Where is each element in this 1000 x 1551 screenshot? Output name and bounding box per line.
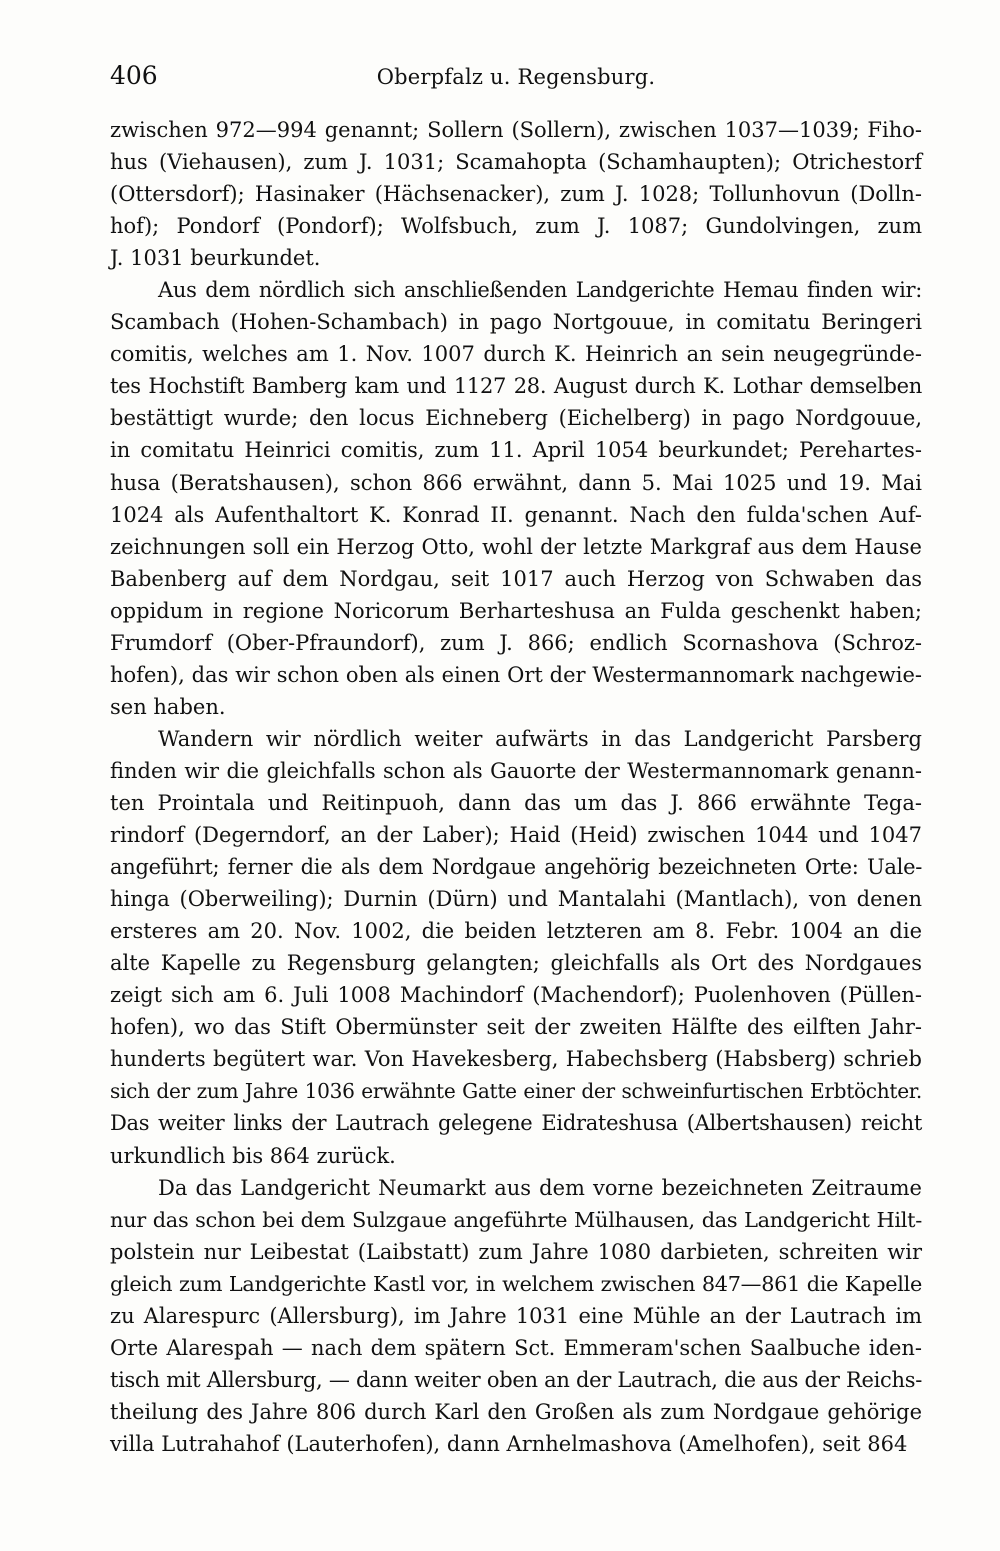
text-line: zeichnungen soll ein Herzog Otto, wohl der letzte Markgraf aus dem Hause [110, 534, 922, 559]
text-line: polstein nur Leibestat (Laibstatt) zum Jahre 1080 darbieten, schreiten wir [110, 1239, 922, 1264]
text-line: alte Kapelle zu Regensburg gelangten; gleichfalls als Ort des Nordgaues [110, 951, 922, 976]
text-line: oppidum in regione Noricorum Berharteshusa an Fulda geschenkt haben; [110, 598, 922, 623]
text-line: rindorf (Degerndorf, an der Laber); Haid (Heid) zwischen 1044 und 1047 [110, 823, 922, 848]
text-line: Orte Alarespah — nach dem spätern Sct. Emmeram'schen Saalbuche iden- [110, 1335, 922, 1360]
text-line: hofen), wo das Stift Obermünster seit der zweiten Hälfte des eilften Jahr- [110, 1015, 922, 1040]
text-line: J. 1031 beurkundet. [110, 246, 321, 271]
text-line: nur das schon bei dem Sulzgaue angeführte Mülhausen, das Landgericht Hilt- [110, 1207, 922, 1232]
text-line: Wandern wir nördlich weiter aufwärts in das Landgericht Parsberg [158, 726, 922, 751]
text-line: villa Lutrahahof (Lauterhofen), dann Arnhelmashova (Amelhofen), seit 864 [110, 1431, 908, 1456]
text-line: ten Prointala und Reitinpuoh, dann das um das J. 866 erwähnte Tega- [110, 790, 922, 815]
text-line: hinga (Oberweiling); Durnin (Dürn) und Mantalahi (Mantlach), von denen [110, 887, 922, 912]
text-line: urkundlich bis 864 zurück. [110, 1143, 396, 1168]
running-head: Oberpfalz u. Regensburg. [376, 65, 656, 89]
paragraph [110, 723, 922, 1172]
text-line: zwischen 972—994 genannt; Sollern (Sollern), zwischen 1037—1039; Fiho- [110, 118, 922, 142]
text-line: Das weiter links der Lautrach gelegene Eidrateshusa (Albertshausen) reicht [110, 1111, 922, 1136]
paragraph [110, 1172, 922, 1460]
text-line: husa (Beratshausen), schon 866 erwähnt, dann 5. Mai 1025 und 19. Mai [110, 470, 922, 495]
text-line: comitis, welches am 1. Nov. 1007 durch K. Heinrich an sein neugegründe- [110, 342, 922, 367]
text-line: Babenberg auf dem Nordgau, seit 1017 auch Herzog von Schwaben das [110, 566, 922, 591]
text-line: Aus dem nördlich sich anschließenden Landgerichte Hemau finden wir: [158, 278, 922, 303]
text-line: finden wir die gleichfalls schon als Gauorte der Westermannomark genann- [110, 758, 922, 783]
body-text [110, 114, 922, 1460]
text-line: tisch mit Allersburg, — dann weiter oben an der Lautrach, die aus der Reichs- [110, 1367, 922, 1392]
text-line: angeführt; ferner die als dem Nordgaue angehörig bezeichneten Orte: Uale- [110, 855, 922, 880]
text-line: theilung des Jahre 806 durch Karl den Großen als zum Nordgaue gehörige [110, 1399, 922, 1424]
text-line: Frumdorf (Ober-Pfraundorf), zum J. 866; endlich Scornashova (Schroz- [110, 630, 922, 655]
text-line: Scambach (Hohen-Schambach) in pago Nortgouue, in comitatu Beringeri [110, 310, 922, 335]
paragraph [110, 114, 922, 274]
text-line: sen haben. [110, 694, 226, 719]
text-line: tes Hochstift Bamberg kam und 1127 28. August durch K. Lothar demselben [110, 374, 922, 399]
text-line: sich der zum Jahre 1036 erwähnte Gatte einer der schweinfurtischen Erbtöchter. [110, 1079, 922, 1104]
text-line: 1024 als Aufenthaltort K. Konrad II. genannt. Nach den fulda'schen Auf- [110, 502, 922, 527]
text-line: hunderts begütert war. Von Havekesberg, Habechsberg (Habsberg) schrieb [110, 1047, 922, 1072]
page-number: 406 [110, 61, 158, 90]
text-line: in comitatu Heinrici comitis, zum 11. April 1054 beurkundet; Perehartes- [110, 438, 922, 463]
paragraph [110, 274, 922, 723]
text-line: bestättigt wurde; den locus Eichneberg (Eichelberg) in pago Nordgouue, [110, 406, 922, 431]
text-line: zu Alarespurc (Allersburg), im Jahre 1031 eine Mühle an der Lautrach im [110, 1303, 922, 1328]
text-line: gleich zum Landgerichte Kastl vor, in welchem zwischen 847—861 die Kapelle [110, 1271, 922, 1296]
text-line: ersteres am 20. Nov. 1002, die beiden letzteren am 8. Febr. 1004 an die [110, 919, 922, 944]
text-line: hof); Pondorf (Pondorf); Wolfsbuch, zum J. 1087; Gundolvingen, zum [110, 214, 922, 239]
text-line: hofen), das wir schon oben als einen Ort der Westermannomark nachgewie- [110, 662, 922, 687]
text-line: (Ottersdorf); Hasinaker (Hächsenacker), zum J. 1028; Tollunhovun (Dolln- [110, 182, 922, 207]
text-line: zeigt sich am 6. Juli 1008 Machindorf (Machendorf); Puolenhoven (Püllen- [110, 983, 922, 1008]
page-header [110, 60, 922, 96]
text-line: hus (Viehausen), zum J. 1031; Scamahopta (Schamhaupten); Otrichestorf [110, 150, 922, 175]
text-line: Da das Landgericht Neumarkt aus dem vorne bezeichneten Zeitraume [158, 1175, 922, 1200]
